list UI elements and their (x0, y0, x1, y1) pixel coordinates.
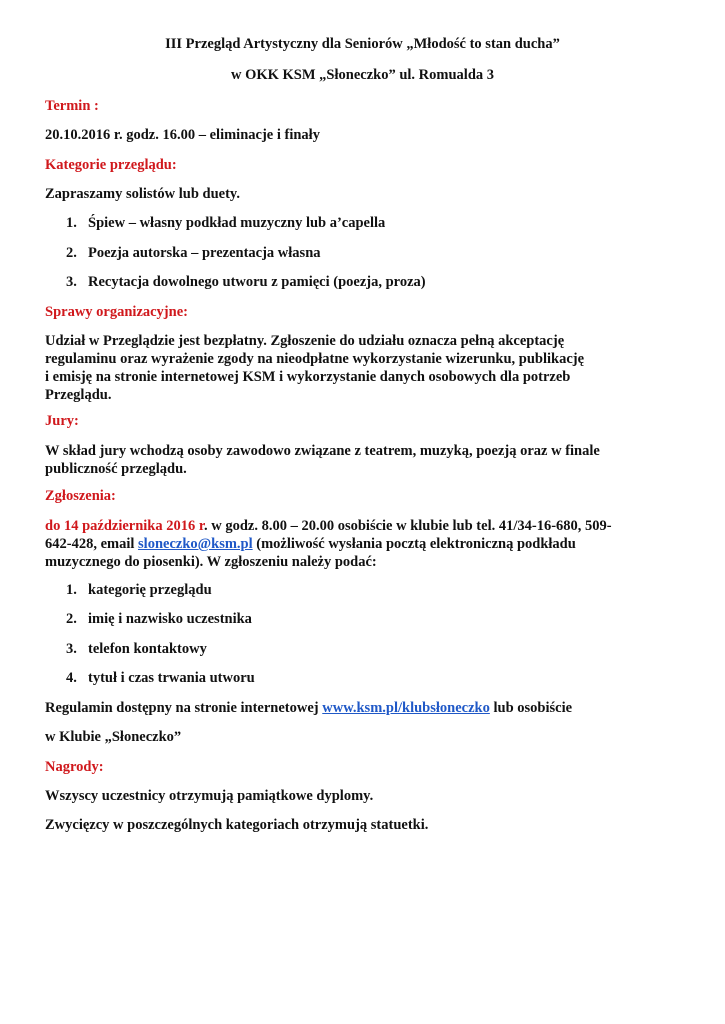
paragraph-line: regulaminu oraz wyrażenie zgody na nieodpłatne wykorzystanie wizerunku, publikację (45, 351, 585, 367)
list-item-number: 1. (66, 215, 77, 231)
zgloszenia-line2-prefix: 642-428, email (45, 536, 139, 552)
sprawy-heading: Sprawy organizacyjne: (45, 304, 188, 320)
list-item: tytuł i czas trwania utworu (88, 670, 255, 686)
nagrody-line-2: Zwycięzcy w poszczególnych kategoriach otrzymują statuetki. (45, 817, 429, 833)
list-item-number: 4. (66, 670, 77, 686)
paragraph-line: publiczność przeglądu. (45, 461, 187, 477)
deadline-text: do 14 października 2016 r (45, 518, 204, 534)
list-item: kategorię przeglądu (88, 582, 212, 598)
regulamin-line (45, 700, 572, 717)
paragraph-line: W skład jury wchodzą osoby zawodowo związane z teatrem, muzyką, poezją oraz w finale (45, 443, 600, 459)
email-link[interactable]: sloneczko@ksm.pl (138, 536, 253, 552)
termin-text: 20.10.2016 r. godz. 16.00 – eliminacje i finały (45, 127, 320, 143)
zgloszenia-paragraph (45, 517, 685, 571)
zgloszenia-line3: muzycznego do piosenki). W zgłoszeniu należy podać: (45, 554, 377, 570)
regulamin-prefix: Regulamin dostępny na stronie internetowej (45, 700, 323, 716)
list-item: Poezja autorska – prezentacja własna (88, 245, 321, 261)
nagrody-line-1: Wszyscy uczestnicy otrzymują pamiątkowe dyplomy. (45, 788, 374, 804)
jury-paragraph (45, 442, 685, 478)
paragraph-line: Udział w Przeglądzie jest bezpłatny. Zgłoszenie do udziału oznacza pełną akceptację (45, 333, 565, 349)
list-item-number: 2. (66, 245, 77, 261)
list-item: imię i nazwisko uczestnika (88, 611, 252, 627)
regulamin-suffix: lub osobiście (489, 700, 573, 716)
list-item: Śpiew – własny podkład muzyczny lub a’capella (88, 215, 386, 231)
kategorie-intro: Zapraszamy solistów lub duety. (45, 186, 240, 202)
list-item: Recytacja dowolnego utworu z pamięci (poezja, proza) (88, 274, 426, 290)
list-item-number: 2. (66, 611, 77, 627)
title-line-1: III Przegląd Artystyczny dla Seniorów „Młodość to stan ducha” (165, 36, 560, 52)
nagrody-heading: Nagrody: (45, 759, 104, 775)
paragraph-line: i emisję na stronie internetowej KSM i wykorzystanie danych osobowych dla potrzeb (45, 369, 571, 385)
kategorie-heading: Kategorie przeglądu: (45, 157, 177, 173)
zgloszenia-line2-suffix: (możliwość wysłania pocztą elektroniczną podkładu (252, 536, 576, 552)
list-item-number: 3. (66, 641, 77, 657)
zgloszenia-line1: . w godz. 8.00 – 20.00 osobiście w klubie lub tel. 41/34-16-680, 509- (203, 518, 612, 534)
paragraph-line: Przeglądu. (45, 387, 112, 403)
list-item: telefon kontaktowy (88, 641, 207, 657)
list-item-number: 3. (66, 274, 77, 290)
jury-heading: Jury: (45, 413, 79, 429)
sprawy-paragraph (45, 332, 685, 404)
website-link[interactable]: www.ksm.pl/klubsłoneczko (322, 700, 490, 716)
termin-heading: Termin : (45, 98, 99, 114)
list-item-number: 1. (66, 582, 77, 598)
zgloszenia-heading: Zgłoszenia: (45, 488, 116, 504)
title-line-2: w OKK KSM „Słoneczko” ul. Romualda 3 (230, 67, 495, 83)
regulamin-line-2: w Klubie „Słoneczko” (45, 729, 182, 745)
